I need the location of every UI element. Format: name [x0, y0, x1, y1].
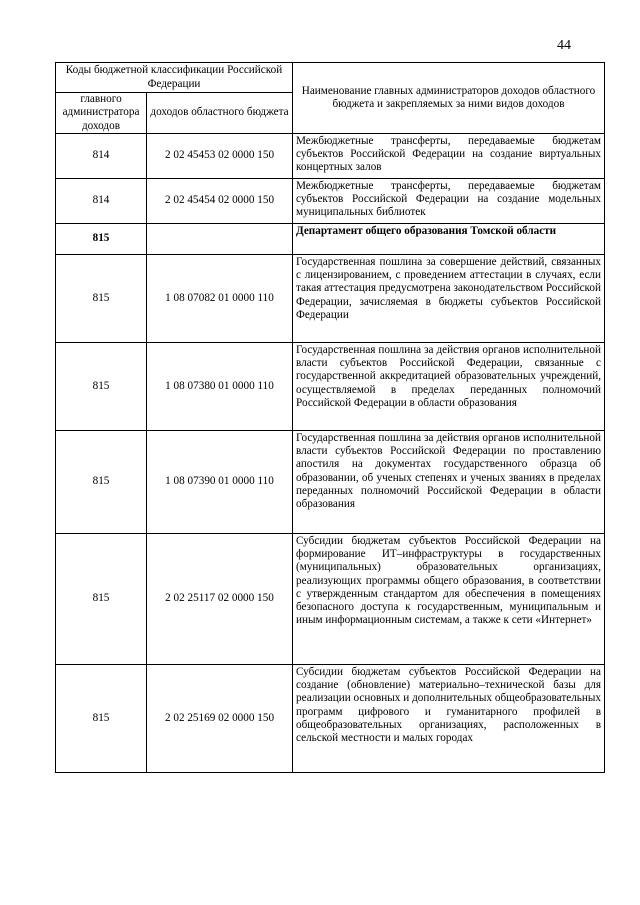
- income-code: 2 02 25117 02 0000 150: [147, 534, 293, 665]
- income-code: 1 08 07082 01 0000 110: [147, 255, 293, 343]
- admin-code: 815: [56, 343, 147, 431]
- admin-code: 814: [56, 134, 147, 179]
- table-row: [56, 179, 605, 224]
- header-codes-group: Коды бюджетной классификации Российской Федерации: [56, 63, 293, 93]
- budget-classification-table: [55, 62, 605, 773]
- administrator-name: Департамент общего образования Томской области: [293, 224, 605, 255]
- admin-code: 815: [56, 431, 147, 534]
- income-code: 2 02 45453 02 0000 150: [147, 134, 293, 179]
- administrator-name: Субсидии бюджетам субъектов Российской Федерации на создание (обновление) материально–технической базы для реализации основных и дополнительных общеобразовательных программ цифрового и гуманитарного профилей в общеобразовательных организациях, расположенных в сельской местности и малых городах: [293, 665, 605, 773]
- admin-code: 815: [56, 255, 147, 343]
- income-code: 1 08 07390 01 0000 110: [147, 431, 293, 534]
- table-row: [56, 255, 605, 343]
- admin-code: 814: [56, 179, 147, 224]
- header-admin-code: главного администратора доходов: [56, 93, 147, 134]
- table-row: [56, 665, 605, 773]
- table-row: [56, 224, 605, 255]
- table-row: [56, 431, 605, 534]
- income-code: 1 08 07380 01 0000 110: [147, 343, 293, 431]
- administrator-name: Субсидии бюджетам субъектов Российской Федерации на формирование ИТ–инфраструктуры в государственных (муниципальных) образовательных организациях, реализующих программы общего образования, в соответствии с утвержденным стандартом для обеспечения в помещениях безопасного доступа к государственным, муниципальным и иным информационным системам, а также к сети «Интернет»: [293, 534, 605, 665]
- admin-code: 815: [56, 665, 147, 773]
- table-row: [56, 134, 605, 179]
- table-row: [56, 534, 605, 665]
- income-code: 2 02 45454 02 0000 150: [147, 179, 293, 224]
- income-code: [147, 224, 293, 255]
- header-name: Наименование главных администраторов доходов областного бюджета и закрепляемых за ними видов доходов: [293, 63, 605, 134]
- administrator-name: Межбюджетные трансферты, передаваемые бюджетам субъектов Российской Федерации на создание виртуальных концертных залов: [293, 134, 605, 179]
- table-row: [56, 343, 605, 431]
- administrator-name: Государственная пошлина за совершение действий, связанных с лицензированием, с проведением аттестации в случаях, если такая аттестация предусмотрена законодательством Российской Федерации, зачисляемая в бюджеты субъектов Российской Федерации: [293, 255, 605, 343]
- admin-code: 815: [56, 534, 147, 665]
- admin-code: 815: [56, 224, 147, 255]
- administrator-name: Межбюджетные трансферты, передаваемые бюджетам субъектов Российской Федерации на создание модельных муниципальных библиотек: [293, 179, 605, 224]
- income-code: 2 02 25169 02 0000 150: [147, 665, 293, 773]
- page-number: 44: [557, 38, 571, 53]
- header-income-code: доходов областного бюджета: [147, 93, 293, 134]
- administrator-name: Государственная пошлина за действия органов исполнительной власти субъектов Российской Федерации, связанные с государственной аккредитацией образовательных учреждений, осуществляемой в пределах переданных полномочий Российской Федерации в области образования: [293, 343, 605, 431]
- administrator-name: Государственная пошлина за действия органов исполнительной власти субъектов Российской Федерации по проставлению апостиля на документах государственного образца об образовании, об ученых степенях и ученых званиях в пределах переданных полномочий Российской Федерации в области образования: [293, 431, 605, 534]
